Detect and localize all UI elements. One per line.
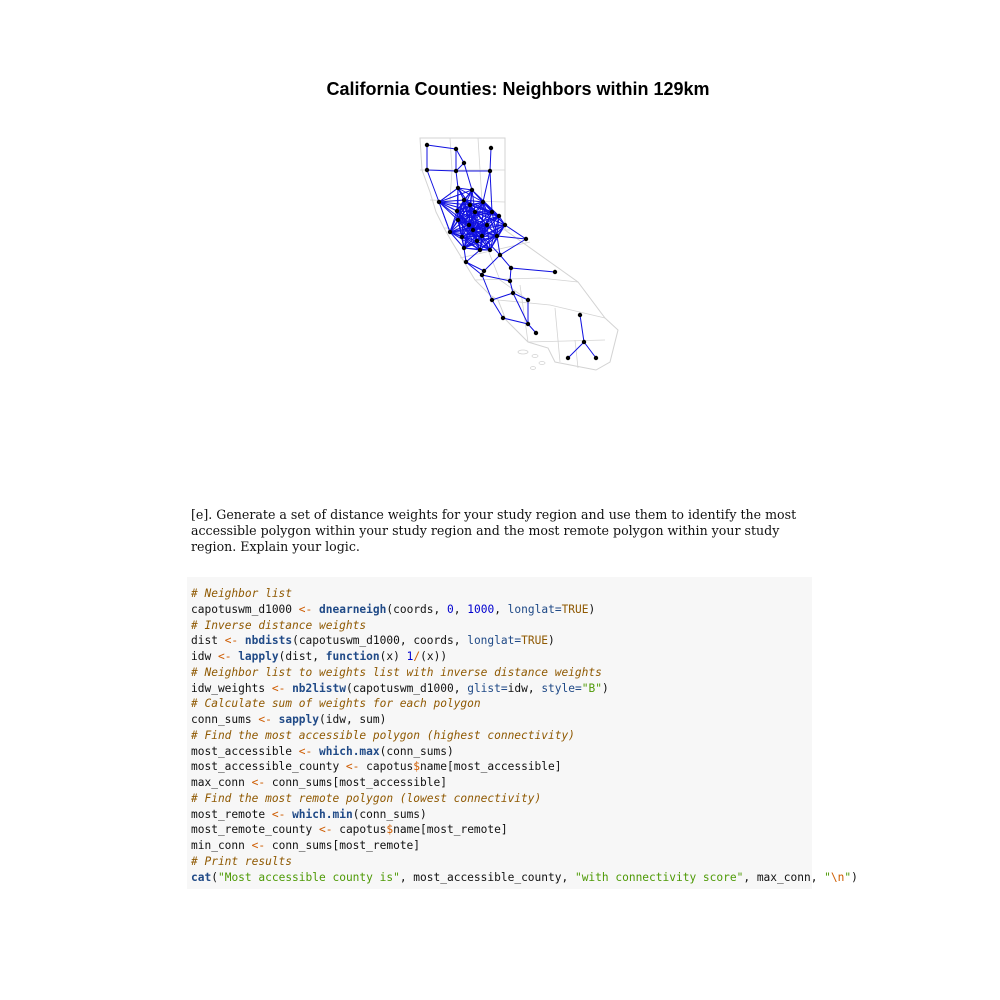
county-centroid — [578, 313, 582, 317]
code-token: <- — [217, 650, 232, 663]
code-token: most_accessible — [191, 744, 299, 758]
neighbor-edge — [584, 342, 596, 358]
county-centroid — [481, 200, 485, 204]
code-token: (dist, — [278, 650, 326, 663]
code-line — [191, 696, 858, 712]
code-token: function — [325, 650, 380, 663]
neighbor-edge — [500, 239, 526, 255]
county-line — [528, 340, 605, 342]
code-line — [191, 744, 858, 760]
code-token: "B" — [581, 681, 602, 695]
channel-island — [532, 355, 538, 358]
code-token: dist — [191, 634, 225, 648]
county-centroids — [425, 143, 598, 360]
neighbor-edge — [568, 342, 584, 358]
code-line — [191, 807, 858, 823]
neighbor-edge — [482, 275, 492, 300]
code-token: <- — [298, 602, 313, 616]
county-centroid — [478, 248, 482, 252]
county-centroid — [553, 270, 557, 274]
code-token: conn_sums[most_remote] — [265, 839, 421, 852]
code-token: <- — [251, 776, 266, 789]
code-token: (idw, sum) — [319, 713, 387, 726]
county-centroid — [485, 223, 489, 227]
code-line — [191, 712, 858, 728]
code-token: / — [413, 650, 421, 663]
county-centroid — [468, 203, 472, 207]
neighbor-edge — [511, 268, 555, 272]
county-line — [475, 278, 578, 282]
neighbor-edge — [500, 255, 511, 268]
county-centroid — [503, 223, 507, 227]
county-centroid — [448, 230, 452, 234]
code-token: <- — [345, 760, 360, 774]
code-token: longlat= — [507, 602, 562, 616]
code-token: capotus — [332, 823, 387, 837]
county-centroid — [475, 239, 479, 243]
county-boundaries — [420, 138, 618, 370]
code-token: min_conn — [191, 839, 252, 852]
code-token: max_conn — [191, 776, 252, 789]
county-centroid — [473, 210, 477, 214]
code-line — [191, 870, 858, 886]
code-token: (conn_sums) — [352, 807, 427, 821]
county-centroid — [524, 237, 528, 241]
code-line — [191, 633, 858, 649]
county-centroid — [480, 273, 484, 277]
code-token: most_remote — [191, 807, 272, 821]
code-token: longlat= — [467, 634, 522, 648]
code-token: # Inverse distance weights — [191, 618, 367, 632]
code-token: TRUE — [561, 602, 589, 616]
county-centroid — [456, 218, 460, 222]
code-token: cat — [191, 870, 212, 884]
county-centroid — [508, 279, 512, 283]
california-outline — [420, 138, 618, 370]
code-token: # Calculate sum of weights for each polygon — [191, 697, 481, 711]
neighbor-edge — [456, 171, 458, 188]
code-token: ) — [588, 602, 596, 616]
code-token: name[most_accessible] — [420, 760, 562, 774]
neighbor-edge — [464, 163, 472, 190]
code-token: nb2listw — [292, 681, 346, 695]
code-token: \n — [830, 870, 845, 884]
map-title: California Counties: Neighbors within 129km — [326, 79, 710, 99]
code-token — [238, 634, 245, 647]
code-token: # Find the most remote polygon (lowest connectivity) — [191, 791, 542, 805]
question-text: [e]. Generate a set of distance weights for your study region and use them to identify the most accessible polygon within your study region and the most remote polygon within your study region. Explain your logic. — [191, 507, 797, 554]
r-code-block — [191, 586, 858, 885]
code-token: $ — [386, 823, 394, 837]
county-line — [555, 308, 560, 362]
code-token — [312, 603, 319, 616]
county-centroid — [534, 331, 538, 335]
code-token: # Print results — [191, 854, 293, 868]
code-token: <- — [258, 713, 272, 726]
code-token: , max_conn, — [743, 870, 825, 884]
county-centroid — [482, 269, 486, 273]
code-token: most_remote_county — [191, 823, 319, 837]
county-centroid — [488, 169, 492, 173]
neighbor-edge — [580, 315, 584, 342]
county-centroid — [511, 291, 515, 295]
county-centroid — [471, 228, 475, 232]
code-token: (capotuswm_d1000, coords, — [292, 634, 468, 648]
code-token: , most_accessible_county, — [399, 870, 575, 884]
county-centroid — [460, 235, 464, 239]
code-token: 1 — [406, 650, 414, 663]
code-token: glist= — [467, 681, 508, 695]
county-centroid — [462, 161, 466, 165]
code-token: conn_sums[most_accessible] — [265, 776, 447, 789]
code-token: # Find the most accessible polygon (highest connectivity) — [191, 728, 575, 742]
county-centroid — [480, 234, 484, 238]
county-line — [520, 285, 528, 342]
county-centroid — [526, 322, 530, 326]
county-centroid — [455, 209, 459, 213]
code-token: 0 — [447, 602, 454, 616]
neighbor-edge — [513, 293, 528, 324]
code-token: name[most_remote] — [393, 823, 508, 837]
code-token — [272, 713, 279, 726]
neighbor-edge — [513, 293, 528, 300]
code-token: conn_sums — [191, 713, 259, 726]
code-line — [191, 586, 858, 602]
county-centroid — [582, 340, 586, 344]
code-token: <- — [298, 744, 313, 758]
code-token: <- — [271, 681, 286, 695]
code-token: # Neighbor list — [191, 587, 293, 600]
neighbor-edge — [427, 145, 456, 149]
county-centroid — [501, 316, 505, 320]
code-token: <- — [318, 823, 333, 837]
code-token: which.min — [292, 807, 353, 821]
county-centroid — [425, 168, 429, 172]
county-centroid — [498, 253, 502, 257]
code-token: (coords, — [386, 602, 447, 616]
code-line — [191, 775, 858, 791]
code-token: ) — [548, 634, 555, 648]
code-token: idw — [191, 650, 218, 663]
code-token: (x)) — [420, 650, 448, 663]
county-centroid — [488, 248, 492, 252]
code-token: "Most accessible county is" — [217, 870, 400, 884]
code-token: ) — [851, 870, 858, 884]
county-centroid — [490, 298, 494, 302]
code-token: ( — [211, 870, 218, 884]
code-token: dnearneigh — [319, 602, 387, 616]
county-centroid — [495, 234, 499, 238]
code-token: nbdists — [244, 634, 293, 648]
neighbor-edge — [490, 148, 491, 171]
code-token: <- — [224, 634, 239, 648]
code-token: (conn_sums) — [379, 744, 454, 758]
county-line — [575, 340, 578, 368]
code-token: # Neighbor list to weights list with inverse distance weights — [191, 665, 602, 679]
neighbor-edge — [490, 171, 492, 212]
code-line — [191, 822, 858, 838]
county-centroid — [566, 356, 570, 360]
code-token: most_accessible_county — [191, 760, 346, 774]
county-centroid — [462, 246, 466, 250]
neighbor-edge — [456, 149, 464, 163]
county-line — [488, 250, 528, 300]
neighbor-edge — [439, 188, 458, 202]
county-centroid — [526, 298, 530, 302]
code-token: 1000 — [467, 602, 495, 616]
code-token: which.max — [319, 744, 380, 758]
code-line — [191, 791, 858, 807]
code-token: <- — [251, 839, 266, 852]
code-token: idw, — [507, 681, 542, 695]
neighbor-edge — [483, 171, 490, 202]
code-token: idw_weights — [191, 681, 272, 695]
county-centroid — [425, 143, 429, 147]
code-line — [191, 602, 858, 618]
code-token: capotus — [359, 760, 414, 774]
code-token: TRUE — [521, 634, 549, 648]
county-centroid — [509, 266, 513, 270]
code-token: " — [844, 870, 852, 884]
code-token: lapply — [238, 650, 279, 663]
neighbor-edge — [484, 255, 500, 271]
county-line — [498, 300, 605, 318]
county-centroid — [437, 200, 441, 204]
code-line — [191, 838, 858, 854]
channel-island — [531, 367, 536, 370]
code-token: <- — [271, 807, 286, 821]
channel-island — [539, 362, 545, 365]
county-centroid — [490, 210, 494, 214]
code-token — [312, 745, 319, 758]
code-line — [191, 649, 858, 665]
code-token: " — [824, 870, 831, 884]
county-centroid — [454, 169, 458, 173]
code-line — [191, 759, 858, 775]
code-line — [191, 665, 858, 681]
county-centroid — [462, 198, 466, 202]
county-centroid — [489, 146, 493, 150]
neighbor-edge — [427, 170, 439, 202]
county-centroid — [454, 147, 458, 151]
county-centroid — [594, 356, 598, 360]
code-line — [191, 681, 858, 697]
code-token: (capotuswm_d1000, — [345, 681, 468, 695]
neighbor-edge — [492, 293, 513, 300]
code-token: sapply — [278, 713, 320, 726]
county-centroid — [470, 188, 474, 192]
code-token: "with connectivity score" — [574, 870, 744, 884]
code-token: , — [494, 602, 508, 616]
code-token: style= — [541, 681, 582, 695]
code-token: capotuswm_d1000 — [191, 602, 299, 616]
code-line — [191, 854, 858, 870]
california-neighbor-map — [400, 130, 630, 380]
county-centroid — [464, 260, 468, 264]
code-token: , — [453, 602, 468, 616]
neighbor-map-svg — [400, 130, 630, 380]
code-token: (x) — [379, 650, 407, 663]
code-line — [191, 618, 858, 634]
code-token: ) — [601, 681, 609, 695]
county-centroid — [497, 214, 501, 218]
channel-island — [518, 350, 528, 354]
county-line — [450, 138, 452, 200]
county-centroid — [467, 223, 471, 227]
county-centroid — [456, 186, 460, 190]
code-token: $ — [413, 760, 421, 774]
neighbor-edge — [482, 275, 510, 281]
code-line — [191, 728, 858, 744]
